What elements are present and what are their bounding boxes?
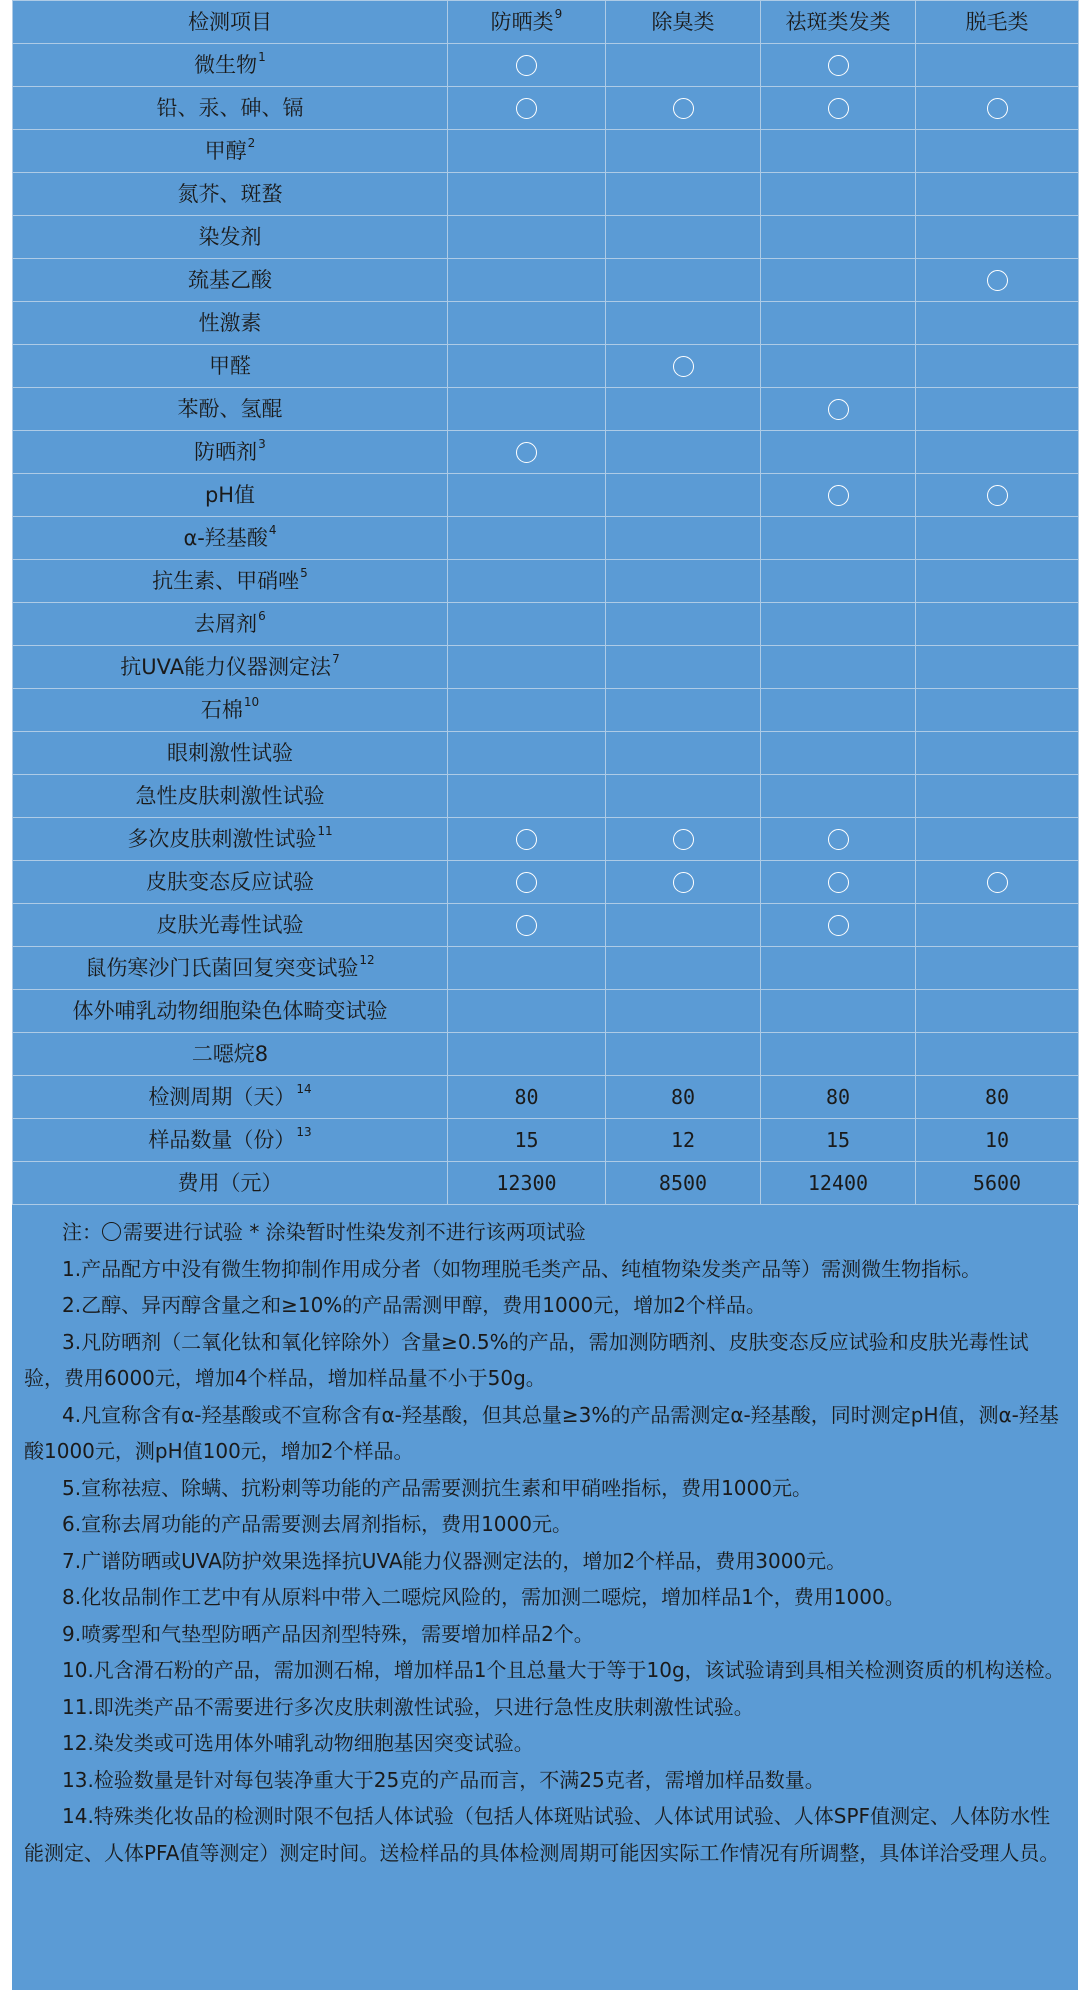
check-cell	[916, 87, 1079, 130]
check-cell	[606, 388, 761, 431]
note-item: 8.化妆品制作工艺中有从原料中带入二噁烷风险的，需加测二噁烷，增加样品1个，费用1000。	[62, 1585, 905, 1609]
table-row	[13, 646, 1079, 689]
table-row	[13, 990, 1079, 1033]
table-row	[13, 775, 1079, 818]
note-item: 9.喷雾型和气垫型防晒产品因剂型特殊，需要增加样品2个。	[62, 1621, 594, 1646]
check-cell	[761, 732, 916, 775]
circle-mark-icon	[987, 270, 1008, 291]
check-cell	[916, 947, 1079, 990]
check-cell	[606, 259, 761, 302]
circle-mark-icon	[987, 872, 1008, 893]
table-row	[13, 259, 1079, 302]
test-item-cell: 抗UVA能力仪器测定法$^7$	[13, 646, 448, 689]
table-row	[13, 603, 1079, 646]
check-cell	[606, 44, 761, 87]
check-cell	[606, 474, 761, 517]
check-cell	[448, 775, 606, 818]
circle-mark-icon	[828, 98, 849, 119]
table-row	[13, 388, 1079, 431]
check-cell	[448, 646, 606, 689]
circle-mark-icon	[987, 485, 1008, 506]
circle-mark-icon	[828, 55, 849, 76]
check-cell	[916, 388, 1079, 431]
test-item-cell: 皮肤变态反应试验	[13, 861, 448, 904]
check-cell	[761, 990, 916, 1033]
header-cell: 脱毛类	[916, 1, 1079, 44]
header-row	[13, 1, 1079, 44]
check-cell	[916, 689, 1079, 732]
table-row	[13, 947, 1079, 990]
circle-mark-icon	[828, 485, 849, 506]
table-row	[13, 130, 1079, 173]
check-cell	[606, 173, 761, 216]
table-row	[13, 1033, 1079, 1076]
check-cell	[761, 775, 916, 818]
summary-row	[13, 1162, 1079, 1205]
check-cell	[916, 775, 1079, 818]
test-item-cell: 石棉$^{10}$	[13, 689, 448, 732]
check-cell	[606, 775, 761, 818]
check-cell	[606, 990, 761, 1033]
check-cell	[448, 861, 606, 904]
test-items-table	[12, 0, 1079, 1205]
check-cell	[606, 603, 761, 646]
summary-value-cell: 12400	[761, 1162, 916, 1205]
circle-mark-icon	[828, 829, 849, 850]
test-item-cell: 苯酚、氢醌	[13, 388, 448, 431]
circle-mark-icon	[673, 98, 694, 119]
check-cell	[448, 474, 606, 517]
test-item-cell: 防晒剂$^3$	[13, 431, 448, 474]
summary-value-cell: 15	[448, 1119, 606, 1162]
test-item-cell: 染发剂	[13, 216, 448, 259]
check-cell	[606, 904, 761, 947]
summary-value-cell: 10	[916, 1119, 1079, 1162]
check-cell	[448, 259, 606, 302]
check-cell	[761, 302, 916, 345]
check-cell	[916, 474, 1079, 517]
check-cell	[761, 560, 916, 603]
circle-mark-icon	[673, 356, 694, 377]
check-cell	[448, 173, 606, 216]
circle-mark-icon	[516, 872, 537, 893]
check-cell	[916, 904, 1079, 947]
check-cell	[916, 560, 1079, 603]
check-cell	[606, 130, 761, 173]
check-cell	[761, 431, 916, 474]
circle-mark-icon	[516, 829, 537, 850]
check-cell	[916, 431, 1079, 474]
check-cell	[606, 87, 761, 130]
check-cell	[606, 560, 761, 603]
note-item: 3.凡防晒剂（二氧化钛和氧化锌除外）含量≥0.5%的产品，需加测防晒剂、皮肤变态反应试验和皮肤光毒性试验，费用6000元，增加4个样品，增加样品量不小于50g。	[24, 1329, 1029, 1390]
header-cell: 除臭类	[606, 1, 761, 44]
table-row	[13, 302, 1079, 345]
check-cell	[606, 732, 761, 775]
check-cell	[761, 904, 916, 947]
notes-legend: 注： 需要进行试验 * 涂染暂时性染发剂不进行该两项试验	[62, 1220, 586, 1244]
test-item-cell: 去屑剂$^6$	[13, 603, 448, 646]
check-cell	[448, 345, 606, 388]
summary-value-cell: 80	[448, 1076, 606, 1119]
check-cell	[448, 603, 606, 646]
test-item-cell: 铅、汞、砷、镉	[13, 87, 448, 130]
table-row	[13, 216, 1079, 259]
note-item: 13.检验数量是针对每包装净重大于25克的产品而言，不满25克者，需增加样品数量。	[62, 1767, 825, 1792]
check-cell	[761, 818, 916, 861]
check-cell	[916, 130, 1079, 173]
check-cell	[448, 302, 606, 345]
test-item-cell: 微生物$^1$	[13, 44, 448, 87]
check-cell	[916, 646, 1079, 689]
check-cell	[916, 216, 1079, 259]
check-cell	[761, 1033, 916, 1076]
check-cell	[448, 388, 606, 431]
test-item-cell: 多次皮肤刺激性试验$^{11}$	[13, 818, 448, 861]
check-cell	[606, 216, 761, 259]
test-item-cell: 性激素	[13, 302, 448, 345]
summary-value-cell: 8500	[606, 1162, 761, 1205]
check-cell	[448, 732, 606, 775]
check-cell	[761, 130, 916, 173]
check-cell	[448, 904, 606, 947]
check-cell	[448, 87, 606, 130]
check-cell	[916, 861, 1079, 904]
check-cell	[761, 689, 916, 732]
circle-mark-icon	[516, 55, 537, 76]
header-cell: 防晒类$^9$	[448, 1, 606, 44]
summary-value-cell: 12	[606, 1119, 761, 1162]
note-item: 11.即洗类产品不需要进行多次皮肤刺激性试验，只进行急性皮肤刺激性试验。	[62, 1694, 754, 1719]
check-cell	[761, 345, 916, 388]
test-item-cell: 抗生素、甲硝唑$^5$	[13, 560, 448, 603]
check-cell	[606, 345, 761, 388]
note-item: 14.特殊类化妆品的检测时限不包括人体试验（包括人体斑贴试验、人体试用试验、人体SPF值测定、人体防水性能测定、人体PFA值等测定）测定时间。送检样品的具体检测周期可能因实际工作情况有所调整，具体详洽受理人员。	[24, 1804, 1060, 1865]
test-item-cell: 眼刺激性试验	[13, 732, 448, 775]
test-item-cell: 二噁烷8	[13, 1033, 448, 1076]
check-cell	[761, 474, 916, 517]
table-row	[13, 474, 1079, 517]
circle-mark-icon	[828, 915, 849, 936]
table-row	[13, 732, 1079, 775]
table-row	[13, 517, 1079, 560]
note-item: 1.产品配方中没有微生物抑制作用成分者（如物理脱毛类产品、纯植物染发类产品等）需测微生物指标。	[62, 1256, 982, 1281]
check-cell	[916, 517, 1079, 560]
check-cell	[606, 302, 761, 345]
check-cell	[761, 603, 916, 646]
circle-mark-icon	[828, 872, 849, 893]
table-row	[13, 173, 1079, 216]
check-cell	[761, 861, 916, 904]
note-item: 2.乙醇、异丙醇含量之和≥10%的产品需测甲醇，费用1000元，增加2个样品。	[62, 1293, 766, 1317]
check-cell	[448, 431, 606, 474]
notes-section	[12, 1210, 1078, 1871]
summary-label-cell: 费用（元）	[13, 1162, 448, 1205]
summary-label-cell: 样品数量（份）$^{13}$	[13, 1119, 448, 1162]
circle-mark-icon	[516, 442, 537, 463]
check-cell	[761, 44, 916, 87]
header-cell: 检测项目	[13, 1, 448, 44]
test-item-cell: 甲醇$^2$	[13, 130, 448, 173]
check-cell	[448, 44, 606, 87]
note-item: 4.凡宣称含有α-羟基酸或不宣称含有α-羟基酸，但其总量≥3%的产品需测定α-羟基酸，同时测定pH值，测α-羟基酸1000元，测pH值100元，增加2个样品。	[24, 1402, 1059, 1463]
note-item: 7.广谱防晒或UVA防护效果选择抗UVA能力仪器测定法的，增加2个样品，费用3000元。	[62, 1548, 847, 1573]
note-item: 10.凡含滑石粉的产品，需加测石棉，增加样品1个且总量大于等于10g，该试验请到具相关检测资质的机构送检。	[62, 1658, 1065, 1682]
test-item-cell: 急性皮肤刺激性试验	[13, 775, 448, 818]
summary-row	[13, 1119, 1079, 1162]
table-row	[13, 818, 1079, 861]
check-cell	[448, 990, 606, 1033]
check-cell	[448, 1033, 606, 1076]
test-item-cell: 甲醛	[13, 345, 448, 388]
check-cell	[606, 947, 761, 990]
check-cell	[916, 259, 1079, 302]
check-cell	[448, 818, 606, 861]
summary-value-cell: 80	[761, 1076, 916, 1119]
check-cell	[606, 689, 761, 732]
check-cell	[916, 173, 1079, 216]
circle-mark-icon	[516, 915, 537, 936]
check-cell	[448, 689, 606, 732]
check-cell	[606, 818, 761, 861]
check-cell	[448, 216, 606, 259]
check-cell	[916, 603, 1079, 646]
table-row	[13, 345, 1079, 388]
check-cell	[761, 259, 916, 302]
check-cell	[916, 732, 1079, 775]
check-cell	[761, 173, 916, 216]
table-row	[13, 904, 1079, 947]
required-test-circle-icon	[102, 1222, 121, 1241]
check-cell	[606, 861, 761, 904]
table-row	[13, 689, 1079, 732]
test-item-cell: 巯基乙酸	[13, 259, 448, 302]
note-item: 5.宣称祛痘、除螨、抗粉刺等功能的产品需要测抗生素和甲硝唑指标，费用1000元。	[62, 1475, 812, 1500]
note-item: 12.染发类或可选用体外哺乳动物细胞基因突变试验。	[62, 1731, 534, 1755]
check-cell	[606, 646, 761, 689]
circle-mark-icon	[516, 98, 537, 119]
test-item-cell: 体外哺乳动物细胞染色体畸变试验	[13, 990, 448, 1033]
check-cell	[448, 130, 606, 173]
check-cell	[761, 216, 916, 259]
summary-value-cell: 15	[761, 1119, 916, 1162]
circle-mark-icon	[673, 829, 694, 850]
header-cell: 祛斑类发类	[761, 1, 916, 44]
check-cell	[761, 87, 916, 130]
check-cell	[916, 302, 1079, 345]
summary-row	[13, 1076, 1079, 1119]
check-cell	[606, 517, 761, 560]
check-cell	[761, 517, 916, 560]
test-item-cell: pH值	[13, 474, 448, 517]
test-item-cell: α-羟基酸$^4$	[13, 517, 448, 560]
check-cell	[448, 947, 606, 990]
circle-mark-icon	[828, 399, 849, 420]
test-item-cell: 鼠伤寒沙门氏菌回复突变试验$^{12}$	[13, 947, 448, 990]
table-row	[13, 44, 1079, 87]
check-cell	[448, 560, 606, 603]
check-cell	[916, 345, 1079, 388]
test-item-cell: 氮芥、斑蝥	[13, 173, 448, 216]
circle-mark-icon	[987, 98, 1008, 119]
table-row	[13, 861, 1079, 904]
test-item-cell: 皮肤光毒性试验	[13, 904, 448, 947]
table-row	[13, 560, 1079, 603]
summary-value-cell: 80	[606, 1076, 761, 1119]
summary-label-cell: 检测周期（天）$^{14}$	[13, 1076, 448, 1119]
summary-value-cell: 5600	[916, 1162, 1079, 1205]
table-row	[13, 431, 1079, 474]
check-cell	[916, 44, 1079, 87]
note-item: 6.宣称去屑功能的产品需要测去屑剂指标，费用1000元。	[62, 1512, 572, 1536]
check-cell	[606, 1033, 761, 1076]
summary-value-cell: 12300	[448, 1162, 606, 1205]
circle-mark-icon	[673, 872, 694, 893]
check-cell	[606, 431, 761, 474]
check-cell	[761, 388, 916, 431]
check-cell	[916, 1033, 1079, 1076]
check-cell	[761, 646, 916, 689]
check-cell	[916, 818, 1079, 861]
table-row	[13, 87, 1079, 130]
check-cell	[448, 517, 606, 560]
check-cell	[916, 990, 1079, 1033]
summary-value-cell: 80	[916, 1076, 1079, 1119]
check-cell	[761, 947, 916, 990]
